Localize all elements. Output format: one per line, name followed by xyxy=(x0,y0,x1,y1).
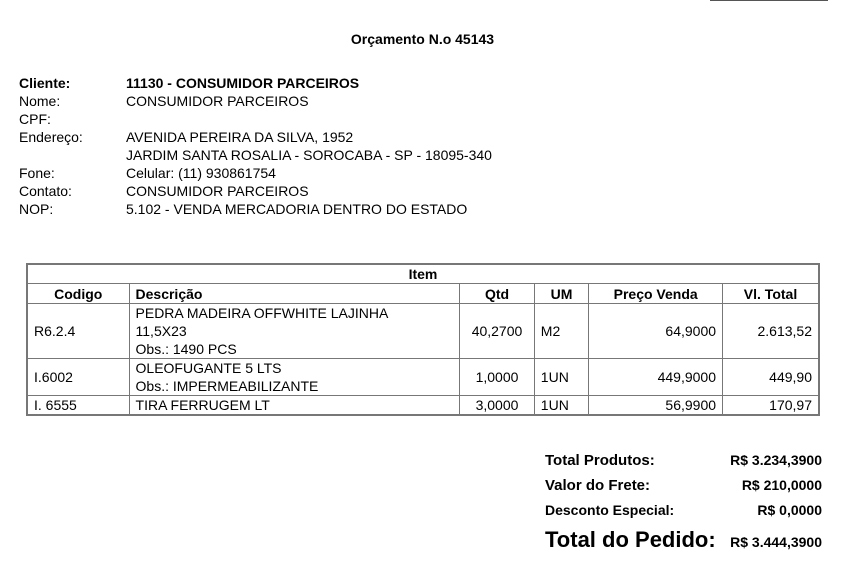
totals-summary xyxy=(545,452,822,557)
fone-label: Fone: xyxy=(19,165,55,181)
col-header-codigo: Codigo xyxy=(27,284,129,304)
valor-frete-value: R$ 210,0000 xyxy=(741,477,822,493)
desconto-row xyxy=(545,502,822,527)
client-row-fone xyxy=(19,164,492,182)
client-row-contato xyxy=(19,182,492,200)
col-header-total: Vl. Total xyxy=(723,284,819,304)
client-row-nome xyxy=(19,92,492,110)
cell-codigo: I.6002 xyxy=(27,359,129,396)
descricao-text: TIRA FERRUGEM LT xyxy=(135,397,270,413)
cell-total: 449,90 xyxy=(723,359,819,396)
total-produtos-row xyxy=(545,452,822,477)
cpf-label: CPF: xyxy=(19,111,51,127)
fone-value: Celular: (11) 930861754 xyxy=(126,165,276,181)
contato-label: Contato: xyxy=(19,183,72,199)
desconto-value: R$ 0,0000 xyxy=(757,502,822,518)
descricao-obs: Obs.: IMPERMEABILIZANTE xyxy=(135,378,319,394)
cell-preco: 449,9000 xyxy=(589,359,723,396)
top-divider xyxy=(710,0,828,1)
cell-um: 1UN xyxy=(534,396,589,416)
valor-frete-row xyxy=(545,477,822,502)
table-row xyxy=(27,304,819,359)
endereco-line2: JARDIM SANTA ROSALIA - SOROCABA - SP - 18095-340 xyxy=(126,147,492,163)
table-row xyxy=(27,359,819,396)
client-row-endereco-2 xyxy=(19,146,492,164)
client-row-cliente xyxy=(19,74,492,92)
cell-preco: 64,9000 xyxy=(589,304,723,359)
cliente-value: 11130 - CONSUMIDOR PARCEIROS xyxy=(126,75,360,91)
valor-frete-label: Valor do Frete: xyxy=(545,477,651,494)
cell-qtd: 3,0000 xyxy=(460,396,535,416)
cell-descricao xyxy=(129,396,460,416)
nop-value: 5.102 - VENDA MERCADORIA DENTRO DO ESTADO xyxy=(126,201,468,217)
cell-total: 170,97 xyxy=(723,396,819,416)
col-header-preco: Preço Venda xyxy=(589,284,723,304)
total-produtos-label: Total Produtos: xyxy=(545,452,655,469)
descricao-obs: Obs.: 1490 PCS xyxy=(135,341,237,357)
nome-value: CONSUMIDOR PARCEIROS xyxy=(126,93,309,109)
total-pedido-value: R$ 3.444,3900 xyxy=(730,534,822,550)
cell-um: M2 xyxy=(534,304,589,359)
client-row-cpf xyxy=(19,110,492,128)
client-row-endereco xyxy=(19,128,492,146)
endereco-label: Endereço: xyxy=(19,129,83,145)
table-row xyxy=(27,396,819,416)
group-header-row xyxy=(27,264,819,284)
cliente-label: Cliente: xyxy=(19,75,71,91)
cell-qtd: 40,2700 xyxy=(460,304,535,359)
items-table xyxy=(26,263,820,416)
descricao-text-2: 11,5X23 xyxy=(135,323,187,339)
column-header-row xyxy=(27,284,819,304)
group-header: Item xyxy=(27,264,819,284)
cell-total: 2.613,52 xyxy=(723,304,819,359)
contato-value: CONSUMIDOR PARCEIROS xyxy=(126,183,309,199)
descricao-text: PEDRA MADEIRA OFFWHITE LAJINHA xyxy=(135,305,389,321)
nop-label: NOP: xyxy=(19,201,54,217)
nome-label: Nome: xyxy=(19,93,61,109)
desconto-label: Desconto Especial: xyxy=(545,502,675,518)
endereco-line1: AVENIDA PEREIRA DA SILVA, 1952 xyxy=(126,129,354,145)
col-header-um: UM xyxy=(534,284,589,304)
total-pedido-row xyxy=(545,527,822,557)
cell-descricao xyxy=(129,359,460,396)
client-row-nop xyxy=(19,200,492,218)
cell-qtd: 1,0000 xyxy=(460,359,535,396)
total-produtos-value: R$ 3.234,3900 xyxy=(730,452,822,468)
cell-um: 1UN xyxy=(534,359,589,396)
descricao-text: OLEOFUGANTE 5 LTS xyxy=(135,360,282,376)
page-title: Orçamento N.o 45143 xyxy=(350,31,495,47)
cell-descricao xyxy=(129,304,460,359)
cell-codigo: I. 6555 xyxy=(27,396,129,416)
col-header-descricao: Descrição xyxy=(129,284,460,304)
client-info xyxy=(19,74,492,218)
cell-preco: 56,9900 xyxy=(589,396,723,416)
cell-codigo: R6.2.4 xyxy=(27,304,129,359)
total-pedido-label: Total do Pedido: xyxy=(545,527,716,552)
col-header-qtd: Qtd xyxy=(460,284,535,304)
